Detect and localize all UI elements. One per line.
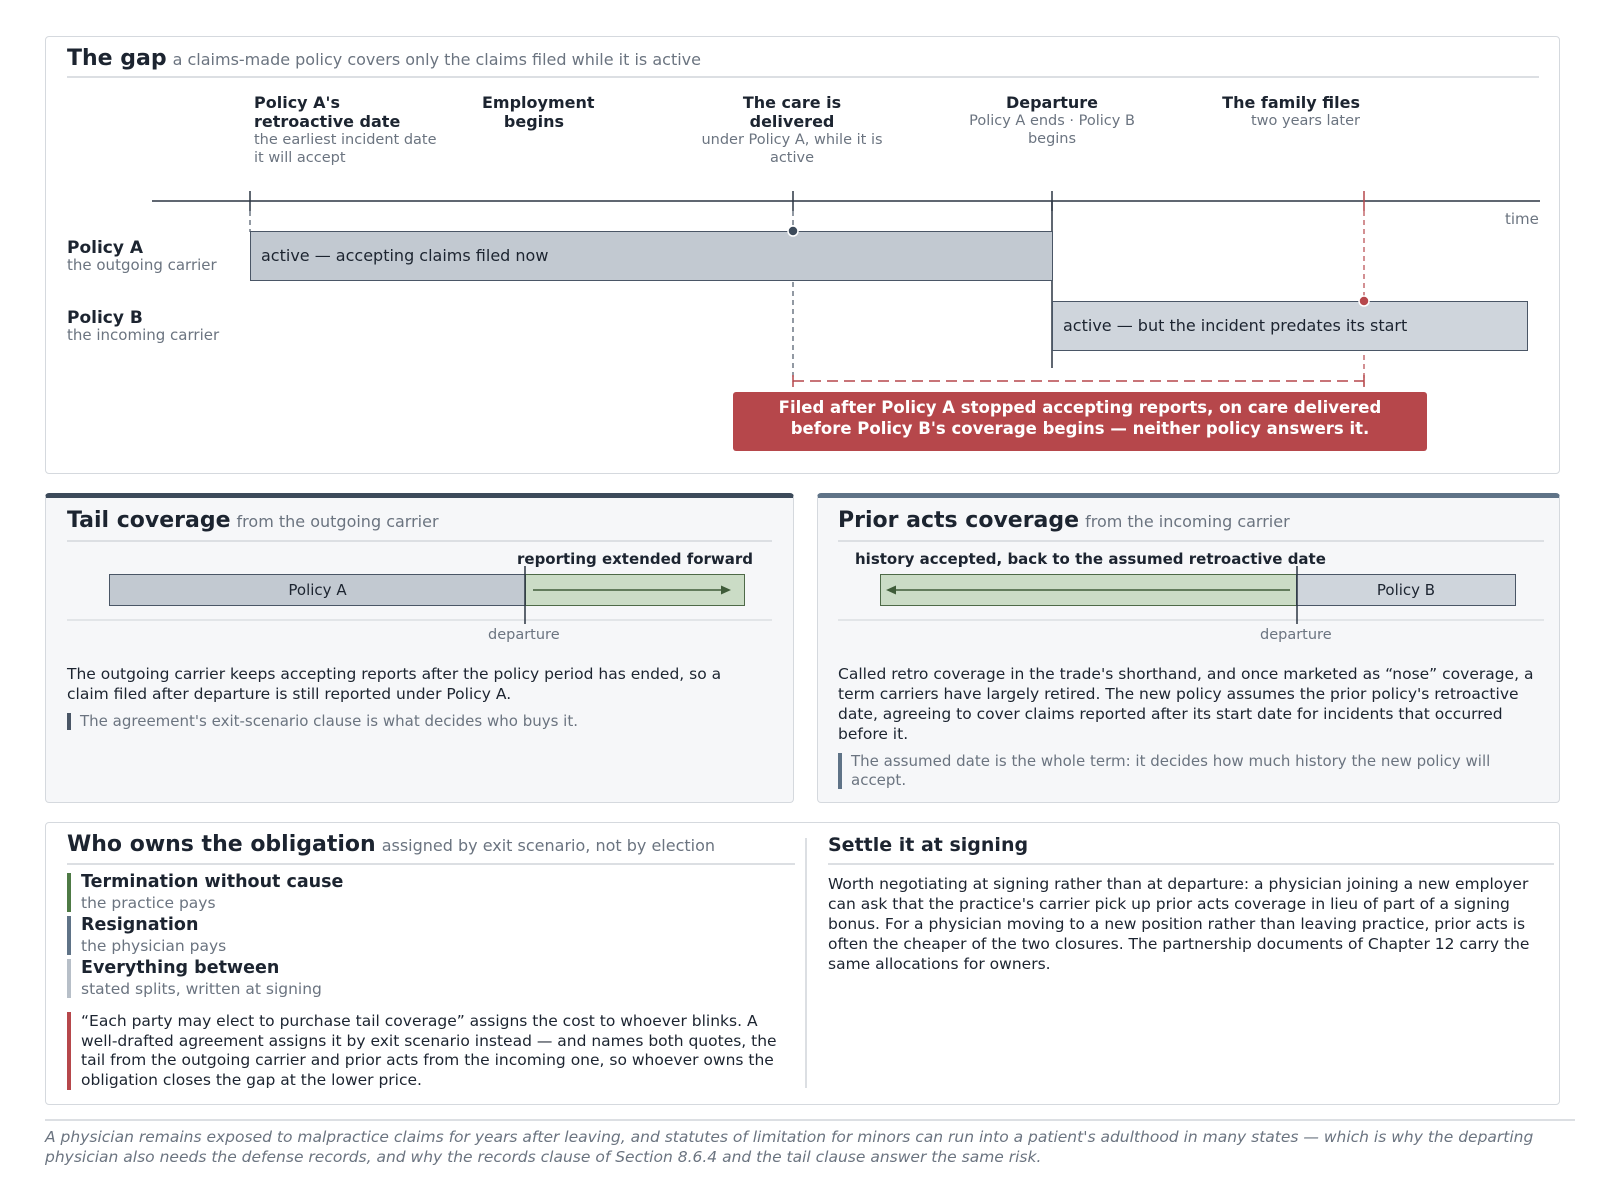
- gap-title-text: The gap: [67, 46, 167, 71]
- tail-subtitle: from the outgoing carrier: [236, 512, 439, 531]
- policy-b-desc: the incoming carrier: [67, 326, 220, 344]
- policy-a-bar-text: active — accepting claims filed now: [261, 246, 549, 265]
- event-care-heading: The care is delivered: [742, 93, 842, 131]
- owners-subtitle: assigned by exit scenario, not by election: [381, 836, 716, 855]
- owner-between: [67, 958, 322, 999]
- owner-termination-heading: Termination without cause: [81, 872, 344, 892]
- owners-title-text: Who owns the obligation: [67, 832, 376, 857]
- settle-title: Settle it at signing: [828, 834, 1029, 856]
- footer-note: A physician remains exposed to malpractice claims for years after leaving, and statutes of limitation for minors can run into a patient's adulthood in many states — which is why the departing physician also needs the defense records, and why the records clause of Section 8.6.4 and the tail clause answer the same risk.: [45, 1128, 1534, 1166]
- event-family-detail: two years later: [1250, 113, 1360, 129]
- prior-subtitle: from the incoming carrier: [1085, 512, 1290, 531]
- owner-resignation: [67, 915, 226, 956]
- tail-body: The outgoing carrier keeps accepting reports after the policy period has ended, so a claim filed after departure is still reported under Policy A.: [67, 665, 722, 703]
- footer-rule: [45, 1119, 1575, 1121]
- prior-body: Called retro coverage in the trade's shorthand, and once marketed as “nose” coverage, a term carriers have largely retired. The new policy assumes the prior policy's retroactive date, agreeing to cover claims reported after its start date for incidents that occurred before it.: [838, 665, 1534, 743]
- gap-subtitle: a claims-made policy covers only the claims filed while it is active: [172, 50, 701, 69]
- tail-title-text: Tail coverage: [67, 508, 231, 533]
- gap-alert: Filed after Policy A stopped accepting reports, on care delivered before Policy B's coverage begins — neither policy answers it.: [733, 392, 1427, 451]
- event-retroactive-heading: Policy A's retroactive date: [254, 93, 401, 131]
- tail-caption: reporting extended forward: [517, 550, 754, 568]
- owners-title-rule: [67, 863, 795, 865]
- event-retroactive-detail: the earliest incident date it will accept: [254, 132, 437, 166]
- owner-resignation-heading: Resignation: [81, 915, 199, 935]
- event-care-detail: under Policy A, while it is active: [701, 132, 883, 166]
- prior-arrowhead: [886, 586, 896, 595]
- policy-a-desc: the outgoing carrier: [67, 256, 217, 274]
- owner-between-detail: stated splits, written at signing: [81, 980, 322, 998]
- policy-a-name: Policy A: [67, 238, 144, 258]
- owners-title: [67, 832, 715, 857]
- owners-quote: “Each party may elect to purchase tail coverage” assigns the cost to whoever blinks. A well-drafted agreement assigns it by exit scenario instead — and names both quotes, the tail from the outgoing carrier and prior acts from the incoming one, so whoever owns the obligation closes the gap at the lower price.: [67, 1012, 787, 1090]
- prior-note: The assumed date is the whole term: it decides how much history the new policy will accept.: [838, 752, 1538, 790]
- obligation-divider: [805, 838, 807, 1088]
- event-departure-detail: Policy A ends · Policy B begins: [969, 113, 1135, 147]
- owner-termination-detail: the practice pays: [81, 894, 216, 912]
- owner-termination: [67, 872, 343, 913]
- settle-title-rule: [828, 863, 1554, 865]
- policy-b-bar-text: active — but the incident predates its start: [1063, 316, 1408, 335]
- tail-note: The agreement's exit-scenario clause is what decides who buys it.: [67, 712, 767, 731]
- settle-body: Worth negotiating at signing rather than at departure: a physician joining a new employer can ask that the practice's carrier pick up prior acts coverage in lieu of part of a signing bonus. For a physician moving to a new position rather than leaving practice, prior acts is often the cheaper of the two closures. The partnership documents of Chapter 12 carry the same allocations for owners.: [828, 875, 1530, 973]
- event-family-heading: The family files: [1222, 93, 1360, 112]
- axis-label: time: [1505, 210, 1539, 228]
- tail-departure-label: departure: [488, 627, 560, 643]
- event-departure-heading: Departure: [1005, 93, 1099, 112]
- prior-title-text: Prior acts coverage: [838, 508, 1080, 533]
- prior-departure-label: departure: [1260, 627, 1332, 643]
- policy-b-name: Policy B: [67, 308, 143, 328]
- owner-resignation-detail: the physician pays: [81, 937, 227, 955]
- prior-caption: history accepted, back to the assumed retroactive date: [855, 550, 1326, 568]
- prior-policy-bar-label: Policy B: [1376, 581, 1436, 599]
- event-employment-heading: Employment begins: [482, 93, 595, 131]
- owner-between-heading: Everything between: [81, 958, 280, 978]
- tail-policy-bar-label: Policy A: [288, 581, 347, 599]
